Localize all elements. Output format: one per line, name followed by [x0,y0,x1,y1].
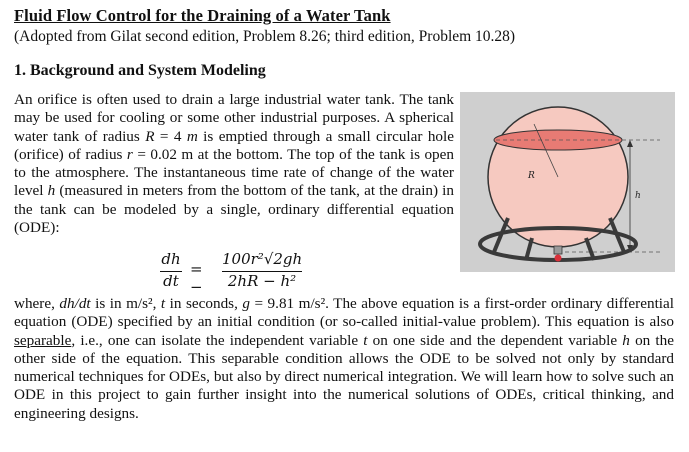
math-var: t [363,331,368,349]
math-var: h [47,182,56,200]
text-run: = 9.81 m/s². The above equation is a first-order ordinary differential equation (ODE) specified by an initial condition (or so-called initial-value problem). This equation is also [14,295,674,331]
separable-term: separable [14,331,72,349]
math-var: r [126,145,133,163]
text-run: is emptied through a small circular hole (orifice) of radius [14,127,454,163]
math-var: R [145,127,155,145]
section-heading: 1. Background and System Modeling [14,62,266,79]
equals-sign: = − [190,260,203,296]
math-var: g [242,295,250,312]
text-run: An orifice is often used to drain a large industrial water tank. The tank may be used for cooling or some other industrial purposes. A spherical water tank of radius [14,91,454,145]
text-run: , i.e., one can isolate the independent variable [71,331,364,349]
drain-orifice-icon [555,255,562,262]
lhs-numerator: dh [161,250,181,268]
text-run: in seconds, [165,295,243,312]
rhs-denominator: 2hR − h² [227,272,297,290]
drain-pipe [554,246,562,254]
text-run: on the other side of the equation. This separable condition allows the ODE to be solved not only by standard numerical techniques for ODEs, but also by direct numerical integration. We will learn how to solve such an ODE in this project to gain further insight into the numerical solutions of ODEs, critical thinking, and engineering designs. [14,331,674,422]
math-unit: m [186,127,198,145]
spherical-tank-diagram [460,92,675,272]
math-var: t [160,295,166,312]
math-var: h [622,331,630,349]
rhs-numerator: 100r²√2gh [222,250,303,268]
text-run: where, [14,295,60,312]
tank-figure [460,92,675,272]
math-expr: dh/dt [59,295,91,312]
text-run: = 0.02 m at the bottom. The top of the tank is open to the atmosphere. The instantaneous time rate of change of the water level [14,145,454,200]
text-run: is in m/s², [90,295,161,312]
radius-label: R [528,171,535,181]
text-run: on one side and the dependent variable [367,331,623,349]
lhs-denominator: dt [163,272,179,290]
text-run: (measured in meters from the bottom of the tank, at the drain) in the tank can be modeled by a single, ordinary differential equation (ODE): [14,182,454,237]
document-title: Fluid Flow Control for the Draining of a Water Tank [14,6,391,25]
height-arrow-head-top [627,140,633,147]
height-label: h [635,191,641,201]
document-subtitle: (Adopted from Gilat second edition, Problem 8.26; third edition, Problem 10.28) [14,28,516,45]
background-paragraph [14,91,454,237]
text-run: = 4 [154,127,187,145]
explanation-paragraph [14,295,674,423]
